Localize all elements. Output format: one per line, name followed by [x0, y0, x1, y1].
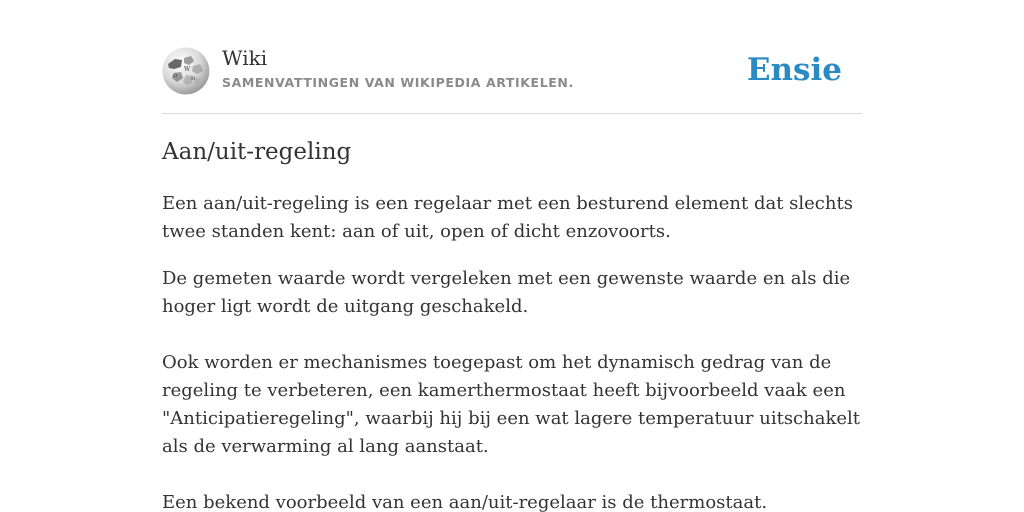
brand-logo[interactable]: Ensie: [746, 52, 842, 88]
article-body: [162, 190, 862, 512]
svg-text:И: И: [191, 76, 196, 82]
article-paragraph: Ook worden er mechanismes toegepast om het dynamisch gedrag van de regeling te verbeteren, een kamerthermostaat heeft bijvoorbeeld vaak een "Anticipatieregeling", waarbij hij bij een wat lagere temperatuur uitschakelt als de verwarming al lang aanstaat.: [162, 352, 861, 457]
article-paragraph: De gemeten waarde wordt vergeleken met een gewenste waarde en als die hoger ligt wordt de uitgang geschakeld.: [162, 268, 851, 317]
site-subtitle: SAMENVATTINGEN VAN WIKIPEDIA ARTIKELEN.: [222, 75, 574, 90]
article-paragraph: Een bekend voorbeeld van een aan/uit-regelaar is de thermostaat.: [162, 492, 768, 512]
site-title[interactable]: Wiki: [222, 46, 268, 70]
site-header: [162, 44, 862, 114]
article-paragraph: Een aan/uit-regeling is een regelaar met een besturend element dat slechts twee standen kent: aan of uit, open of dicht enzovoorts.: [162, 193, 853, 242]
paragraph-spacer: [162, 321, 862, 349]
article-title: Aan/uit-regeling: [162, 139, 352, 165]
paragraph-spacer: [162, 461, 862, 489]
wikipedia-globe-icon[interactable]: [162, 47, 210, 95]
svg-text:W: W: [184, 66, 191, 73]
svg-text:Ω: Ω: [173, 73, 178, 79]
